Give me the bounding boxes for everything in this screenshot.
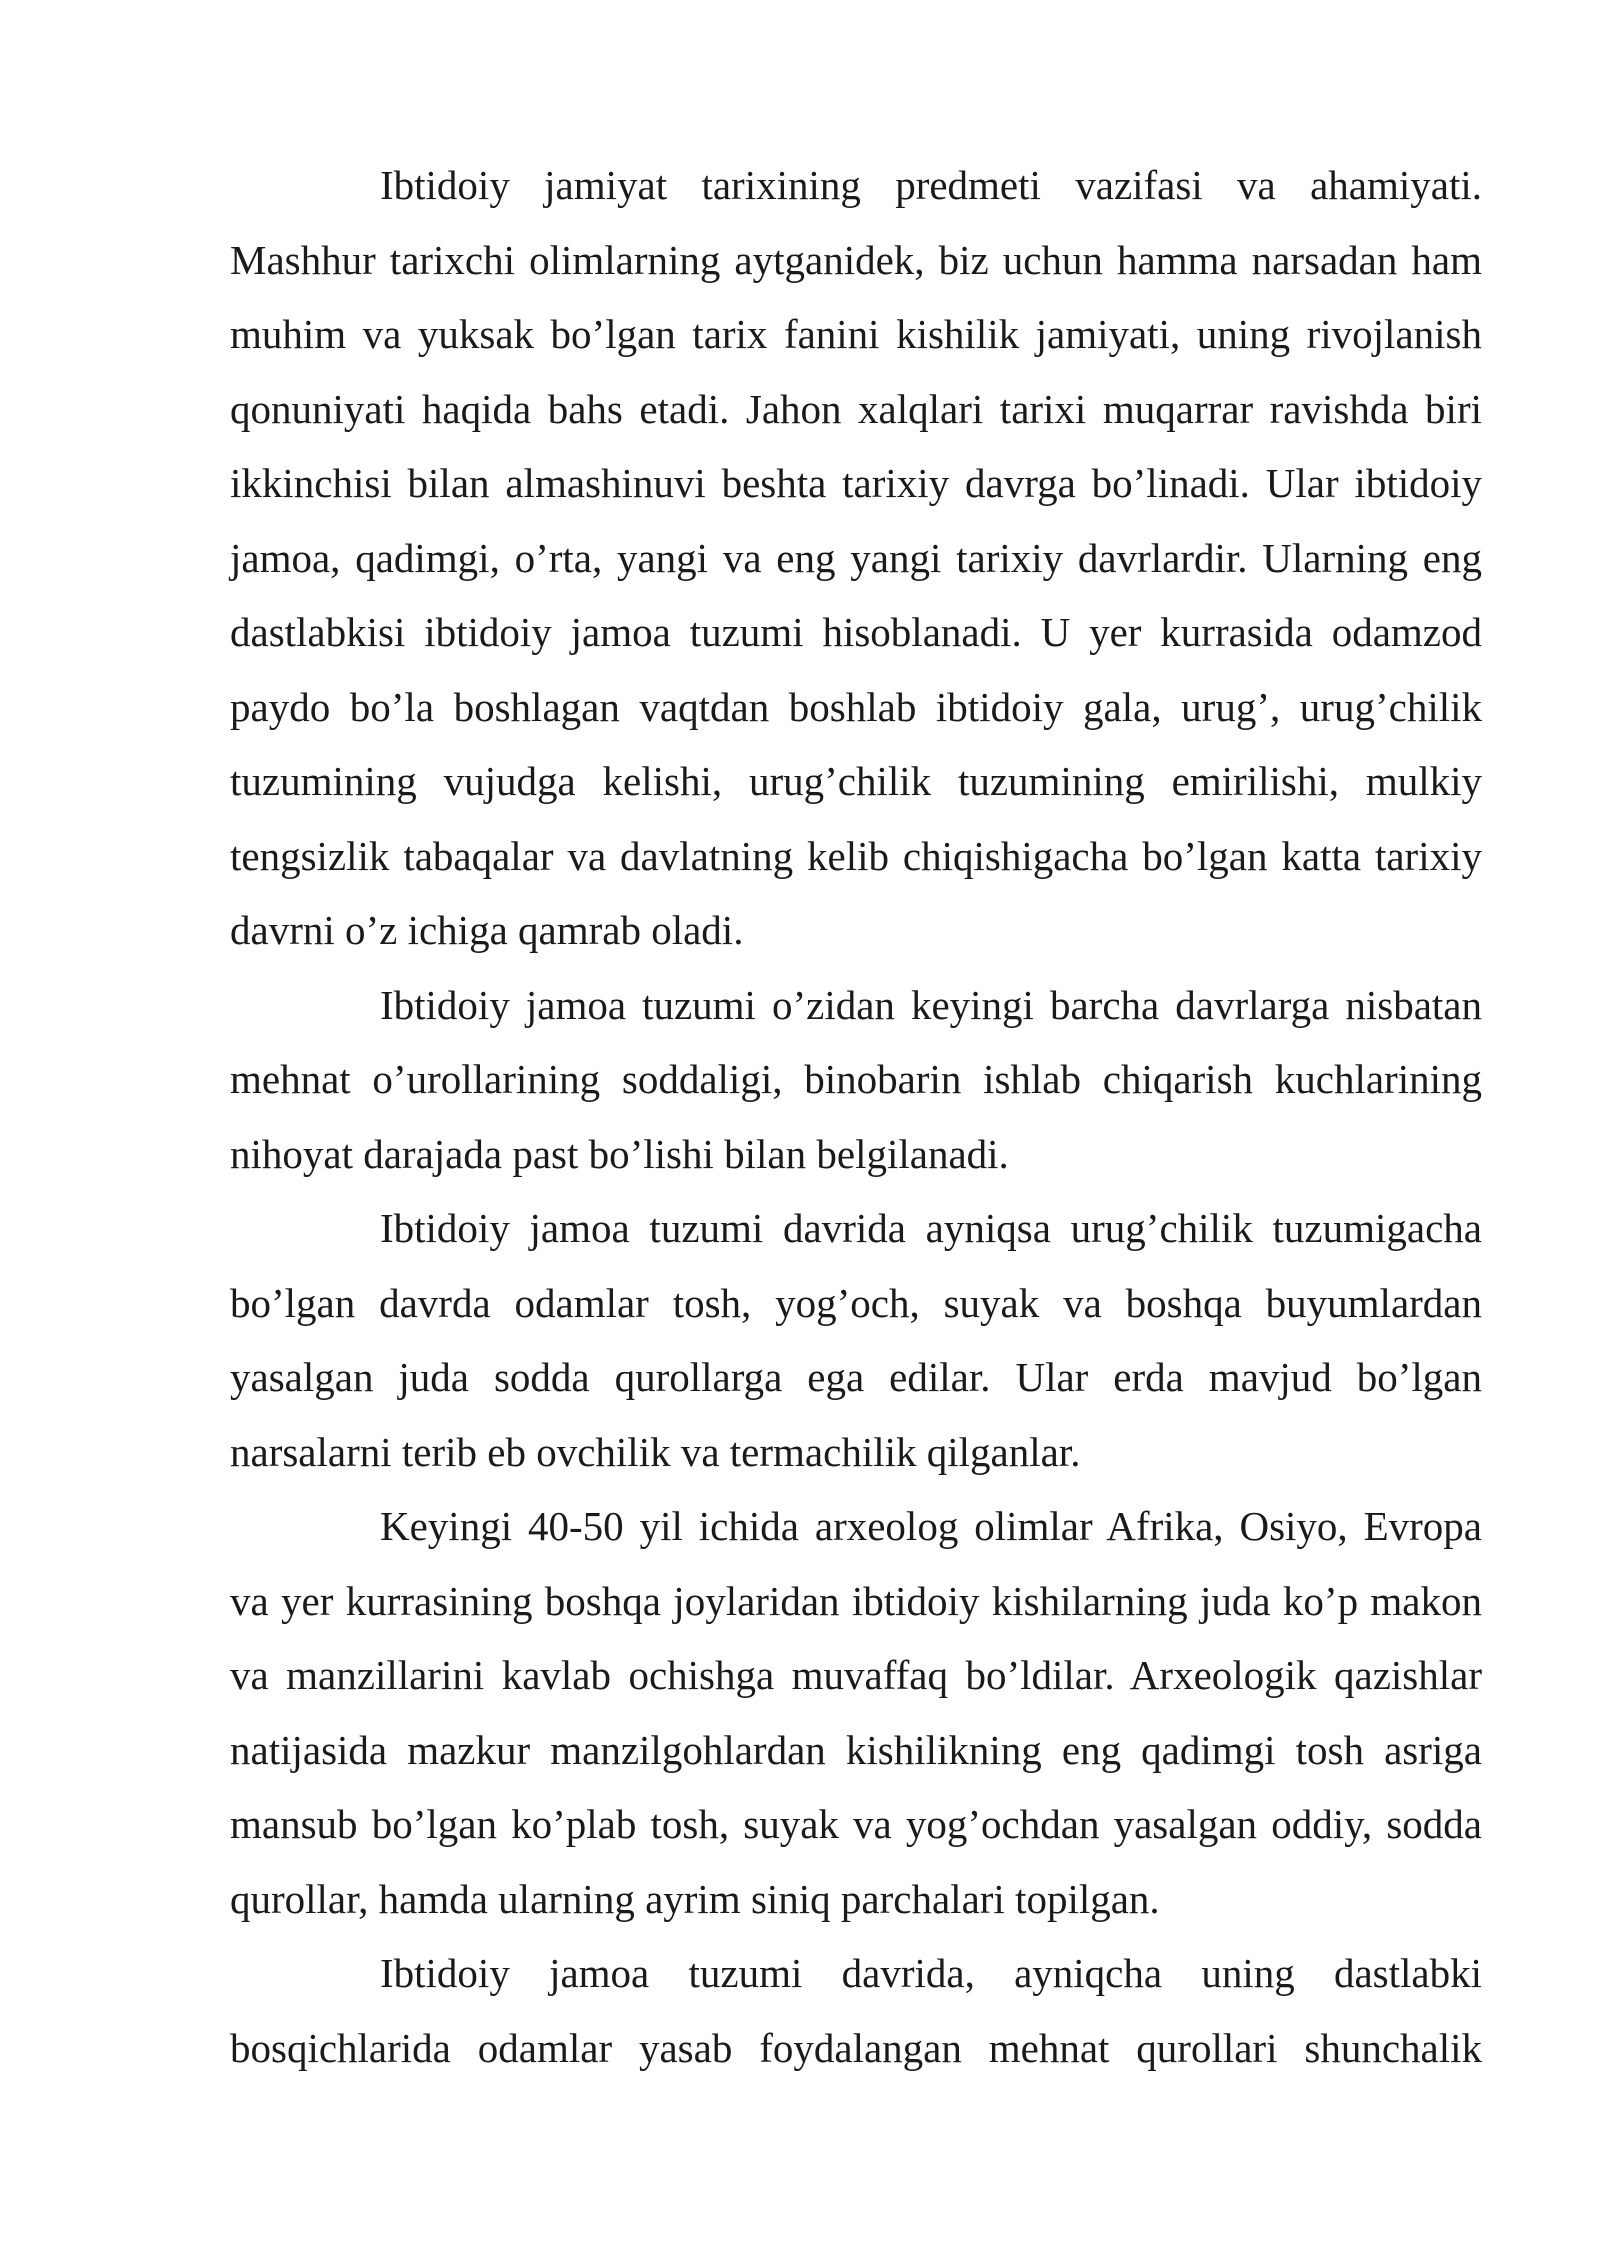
paragraph-3: Ibtidoiy jamoa tuzumi davrida ayniqsa urug’chilik tuzumigacha bo’lgan davrda odamlar tosh, yog’och, suyak va boshqa buyumlardan yasalgan juda sodda qurollarga ega edilar. Ular erda mavjud bo’lgan narsalarni terib eb ovchilik va termachilik qilganlar. (230, 1205, 1482, 1475)
paragraph-2: Ibtidoiy jamoa tuzumi o’zidan keyingi barcha davrlarga nisbatan mehnat o’urollarining soddaligi, binobarin ishlab chiqarish kuchlarining nihoyat darajada past bo’lishi bilan belgilanadi. (230, 981, 1482, 1177)
document-body (230, 148, 1482, 2085)
paragraph-4: Keyingi 40-50 yil ichida arxeolog olimlar Afrika, Osiyo, Evropa va yer kurrasining boshqa joylaridan ibtidoiy kishilarning juda ko’p makon va manzillarini kavlab ochishga muvaffaq bo’ldilar. Arxeologik qazishlar natijasida mazkur manzilgohlardan kishilikning eng qadimgi tosh asriga mansub bo’lgan ko’plab tosh, suyak va yog’ochdan yasalgan oddiy, sodda qurollar, hamda ularning ayrim siniq parchalari topilgan. (230, 1503, 1482, 1922)
paragraph-1: Ibtidoiy jamiyat tarixining predmeti vazifasi va ahamiyati. Mashhur tarixchi olimlarning aytganidek, biz uchun hamma narsadan ham muhim va yuksak bo’lgan tarix fanini kishilik jamiyati, uning rivojlanish qonuniyati haqida bahs etadi. Jahon xalqlari tarixi muqarrar ravishda biri ikkinchisi bilan almashinuvi beshta tarixiy davrga bo’linadi. Ular ibtidoiy jamoa, qadimgi, o’rta, yangi va eng yangi tarixiy davrlardir. Ularning eng dastlabkisi ibtidoiy jamoa tuzumi hisoblanadi. U yer kurrasida odamzod paydo bo’la boshlagan vaqtdan boshlab ibtidoiy gala, urug’, urug’chilik tuzumining vujudga kelishi, urug’chilik tuzumining emirilishi, mulkiy tengsizlik tabaqalar va davlatning kelib chiqishigacha bo’lgan katta tarixiy davrni o’z ichiga qamrab oladi. (230, 162, 1482, 953)
paragraph-5: Ibtidoiy jamoa tuzumi davrida, ayniqcha uning dastlabki bosqichlarida odamlar yasab foydalangan mehnat qurollari shunchalik (230, 1950, 1482, 2071)
